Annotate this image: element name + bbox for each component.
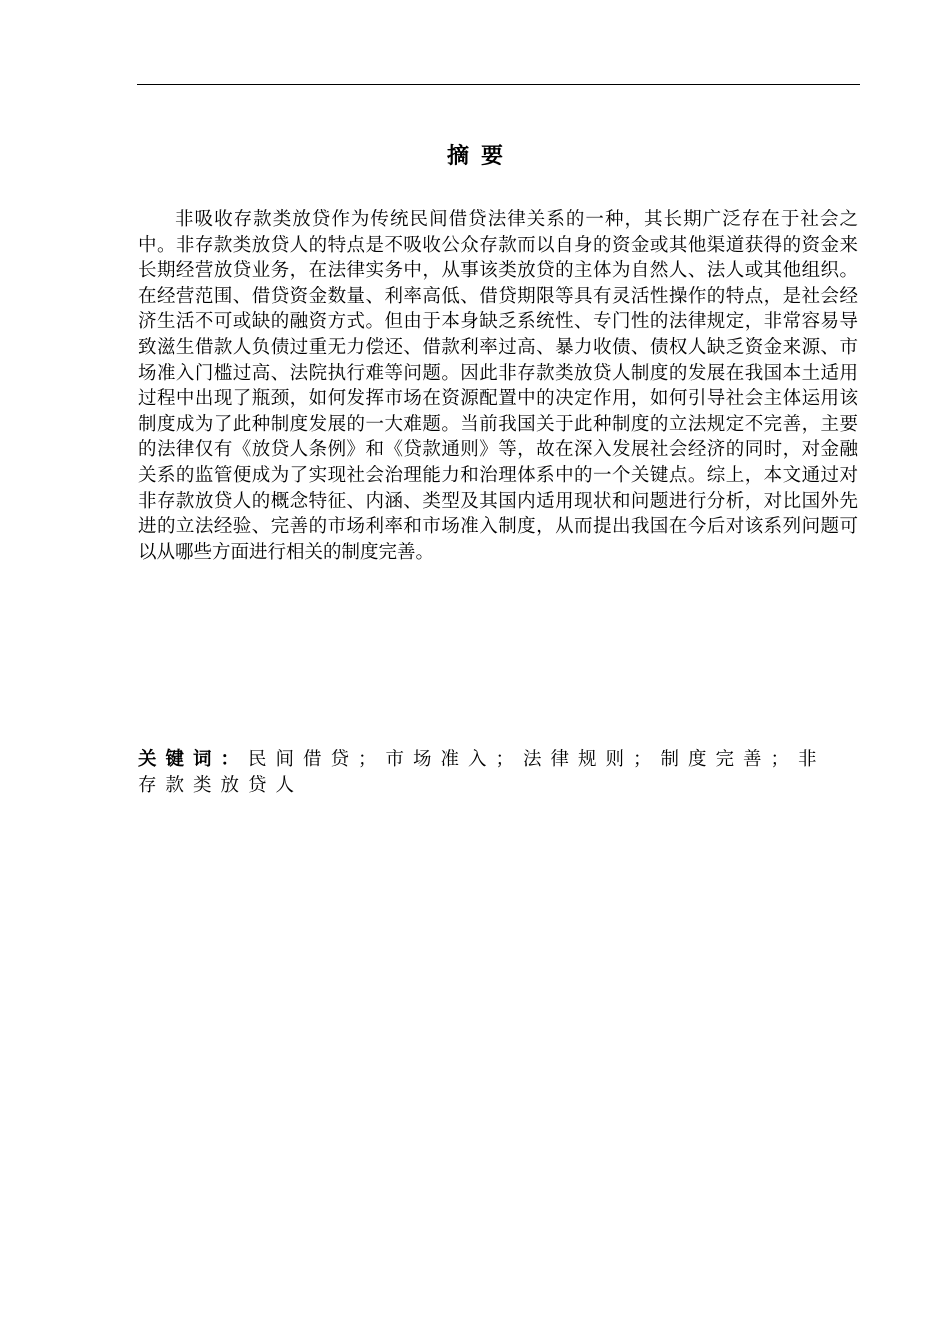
header-rule (137, 84, 860, 85)
keywords-label: 关键词： (138, 749, 249, 770)
keywords-text: 民间借贷；市场准入；法律规则；制度完善；非存款类放贷人 (138, 749, 826, 796)
abstract-body: 非吸收存款类放贷作为传统民间借贷法律关系的一种，其长期广泛存在于社会之中。非存款类放贷人的特点是不吸收公众存款而以自身的资金或其他渠道获得的资金来长期经营放贷业务，在法律实务中，从事该类放贷的主体为自然人、法人或其他组织。在经营范围、借贷资金数量、利率高低、借贷期限等具有灵活性操作的特点，是社会经济生活不可或缺的融资方式。但由于本身缺乏系统性、专门性的法律规定，非常容易导致滋生借款人负债过重无力偿还、借款利率过高、暴力收债、债权人缺乏资金来源、市场准入门槛过高、法院执行难等问题。因此非存款类放贷人制度的发展在我国本土适用过程中出现了瓶颈，如何发挥市场在资源配置中的决定作用，如何引导社会主体运用该制度成为了此种制度发展的一大难题。当前我国关于此种制度的立法规定不完善，主要的法律仅有《放贷人条例》和《贷款通则》等，故在深入发展社会经济的同时，对金融关系的监管便成为了实现社会治理能力和治理体系中的一个关键点。综上，本文通过对非存款放贷人的概念特征、内涵、类型及其国内适用现状和问题进行分析，对比国外先进的立法经验、完善的市场利率和市场准入制度，从而提出我国在今后对该系列问题可以从哪些方面进行相关的制度完善。 (138, 209, 858, 563)
abstract-title: 摘要 (446, 144, 515, 169)
keywords (138, 747, 853, 799)
